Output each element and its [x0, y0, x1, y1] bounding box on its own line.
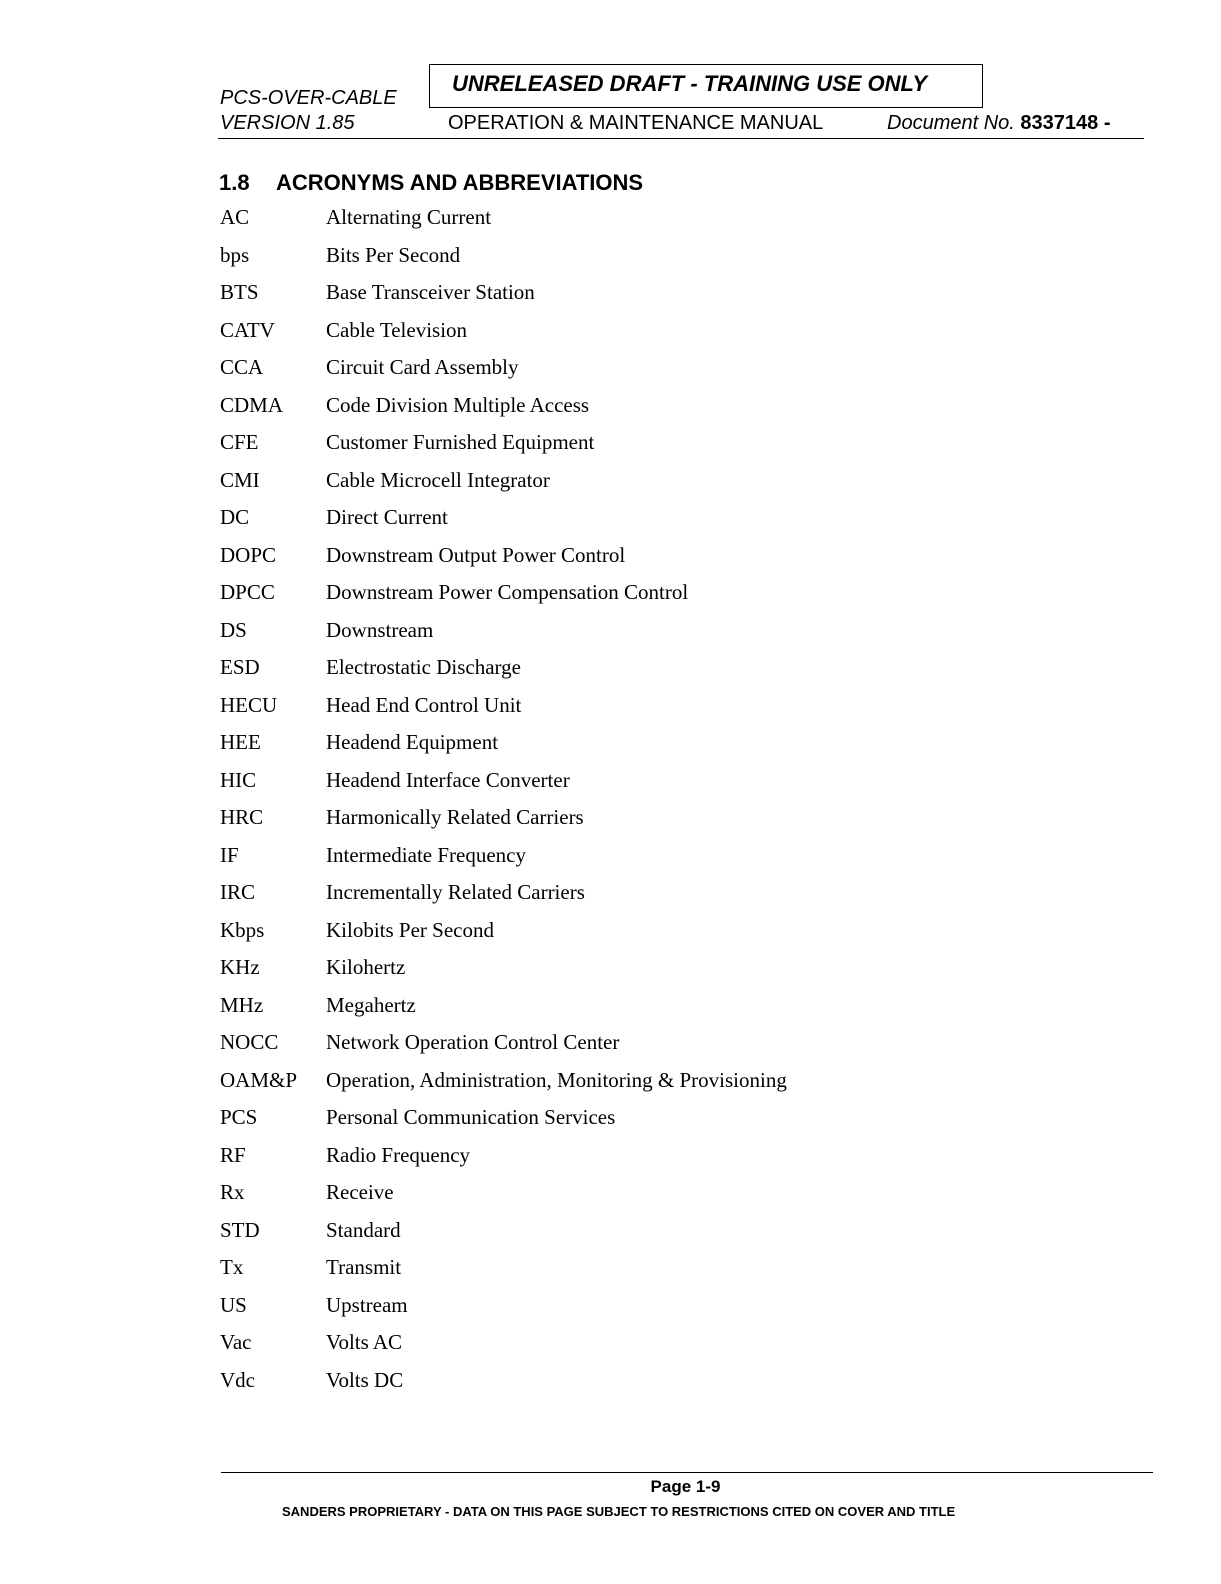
acronym-abbreviation: Kbps [220, 917, 265, 942]
acronym-definition: Headend Equipment [326, 730, 499, 755]
acronym-definition: Downstream Output Power Control [326, 542, 626, 567]
acronym-row [220, 387, 980, 425]
acronym-definition: Code Division Multiple Access [326, 392, 590, 417]
acronym-abbreviation: CFE [220, 430, 259, 455]
acronym-row [220, 987, 980, 1025]
acronym-row [220, 1062, 980, 1100]
acronym-abbreviation: RF [220, 1142, 246, 1167]
acronym-row [220, 1137, 980, 1175]
acronym-abbreviation: bps [220, 242, 250, 267]
acronym-definition: Electrostatic Discharge [326, 655, 521, 680]
acronym-abbreviation: Tx [220, 1255, 244, 1280]
acronym-abbreviation: DOPC [220, 542, 277, 567]
acronym-definition: Direct Current [326, 505, 448, 530]
manual-title: OPERATION & MAINTENANCE MANUAL [448, 112, 824, 134]
acronym-definition: Volts AC [326, 1330, 403, 1355]
acronym-row [220, 1212, 980, 1250]
acronym-row [220, 724, 980, 762]
acronym-row [220, 574, 980, 612]
acronym-row [220, 1287, 980, 1325]
acronym-abbreviation: IF [220, 842, 239, 867]
acronym-row [220, 912, 980, 950]
acronym-definition: Head End Control Unit [326, 692, 522, 717]
acronym-abbreviation: Rx [220, 1180, 245, 1205]
acronym-row [220, 687, 980, 725]
header-divider [218, 138, 1144, 139]
acronym-abbreviation: BTS [220, 280, 259, 305]
acronym-row [220, 537, 980, 575]
acronym-definition: Incrementally Related Carriers [326, 880, 585, 905]
acronym-abbreviation: CDMA [220, 392, 284, 417]
acronym-definition: Receive [326, 1180, 394, 1205]
acronym-abbreviation: NOCC [220, 1030, 279, 1055]
acronym-definition: Bits Per Second [326, 242, 461, 267]
acronym-definition: Transmit [326, 1255, 402, 1280]
acronym-row [220, 949, 980, 987]
acronym-abbreviation: Vdc [220, 1367, 255, 1392]
footer-divider [221, 1472, 1153, 1473]
acronym-definition: Operation, Administration, Monitoring & Provisioning [326, 1067, 787, 1092]
acronym-row [220, 649, 980, 687]
acronym-definition: Standard [326, 1217, 401, 1242]
acronym-abbreviation: CMI [220, 467, 260, 492]
acronym-abbreviation: ESD [220, 655, 260, 680]
draft-notice: UNRELEASED DRAFT - TRAINING USE ONLY [452, 71, 928, 96]
acronym-row [220, 462, 980, 500]
acronym-abbreviation: HECU [220, 692, 278, 717]
acronym-row [220, 274, 980, 312]
acronym-row [220, 1249, 980, 1287]
acronym-abbreviation: DS [220, 617, 247, 642]
acronym-abbreviation: KHz [220, 955, 260, 980]
acronym-definition: Upstream [326, 1292, 408, 1317]
section-title: ACRONYMS AND ABBREVIATIONS [276, 170, 644, 195]
acronym-definition: Cable Microcell Integrator [326, 467, 550, 492]
acronym-abbreviation: DC [220, 505, 250, 530]
acronym-abbreviation: PCS [220, 1105, 258, 1130]
acronym-definition: Kilohertz [326, 955, 406, 980]
product-name: PCS-OVER-CABLE [220, 87, 397, 109]
acronym-definition: Base Transceiver Station [326, 280, 535, 305]
acronym-row [220, 199, 980, 237]
acronym-row [220, 499, 980, 537]
acronym-definition: Personal Communication Services [326, 1105, 616, 1130]
acronym-row [220, 1024, 980, 1062]
page-number: Page 1-9 [650, 1477, 721, 1496]
acronym-definition: Harmonically Related Carriers [326, 805, 584, 830]
acronym-definition: Downstream Power Compensation Control [326, 580, 689, 605]
acronym-row [220, 799, 980, 837]
proprietary-notice: SANDERS PROPRIETARY - DATA ON THIS PAGE SUBJECT TO RESTRICTIONS CITED ON COVER AND TITLE [282, 1504, 956, 1519]
acronym-abbreviation: Vac [220, 1330, 252, 1355]
acronym-abbreviation: STD [220, 1217, 260, 1242]
acronym-abbreviation: HRC [220, 805, 264, 830]
document-label: Document No. [887, 112, 1015, 134]
document-number: 8337148 - [1020, 112, 1111, 134]
acronym-definition: Circuit Card Assembly [326, 355, 519, 380]
acronym-definition: Kilobits Per Second [326, 917, 494, 942]
acronym-definition: Radio Frequency [326, 1142, 471, 1167]
acronym-row [220, 762, 980, 800]
acronym-definition: Intermediate Frequency [326, 842, 526, 867]
acronym-definition: Megahertz [326, 992, 416, 1017]
version-label: VERSION 1.85 [220, 112, 355, 134]
acronym-abbreviation: HIC [220, 767, 257, 792]
acronym-abbreviation: OAM&P [220, 1067, 298, 1092]
acronym-definition: Customer Furnished Equipment [326, 430, 595, 455]
acronym-definition: Volts DC [326, 1367, 404, 1392]
acronym-definition: Alternating Current [326, 205, 492, 230]
acronym-abbreviation: DPCC [220, 580, 275, 605]
acronym-row [220, 424, 980, 462]
acronym-abbreviation: HEE [220, 730, 261, 755]
acronym-row [220, 837, 980, 875]
acronym-abbreviation: IRC [220, 880, 256, 905]
acronym-abbreviation: AC [220, 205, 250, 230]
acronym-abbreviation: MHz [220, 992, 264, 1017]
acronym-row [220, 1324, 980, 1362]
section-heading [219, 170, 643, 196]
header-product-block [220, 86, 397, 136]
acronym-row [220, 1362, 980, 1400]
acronym-row [220, 874, 980, 912]
acronym-row [220, 349, 980, 387]
acronym-row [220, 312, 980, 350]
acronym-row [220, 1174, 980, 1212]
acronym-row [220, 1099, 980, 1137]
acronym-definition: Headend Interface Converter [326, 767, 570, 792]
acronym-definition: Downstream [326, 617, 434, 642]
document-number-block [887, 112, 1110, 135]
acronym-abbreviation: CCA [220, 355, 264, 380]
acronym-definition: Network Operation Control Center [326, 1030, 620, 1055]
acronym-row [220, 612, 980, 650]
acronym-abbreviation: US [220, 1292, 247, 1317]
section-number: 1.8 [219, 170, 250, 195]
acronym-row [220, 237, 980, 275]
acronym-definition: Cable Television [326, 317, 468, 342]
acronym-list [220, 199, 980, 1399]
acronym-abbreviation: CATV [220, 317, 275, 342]
